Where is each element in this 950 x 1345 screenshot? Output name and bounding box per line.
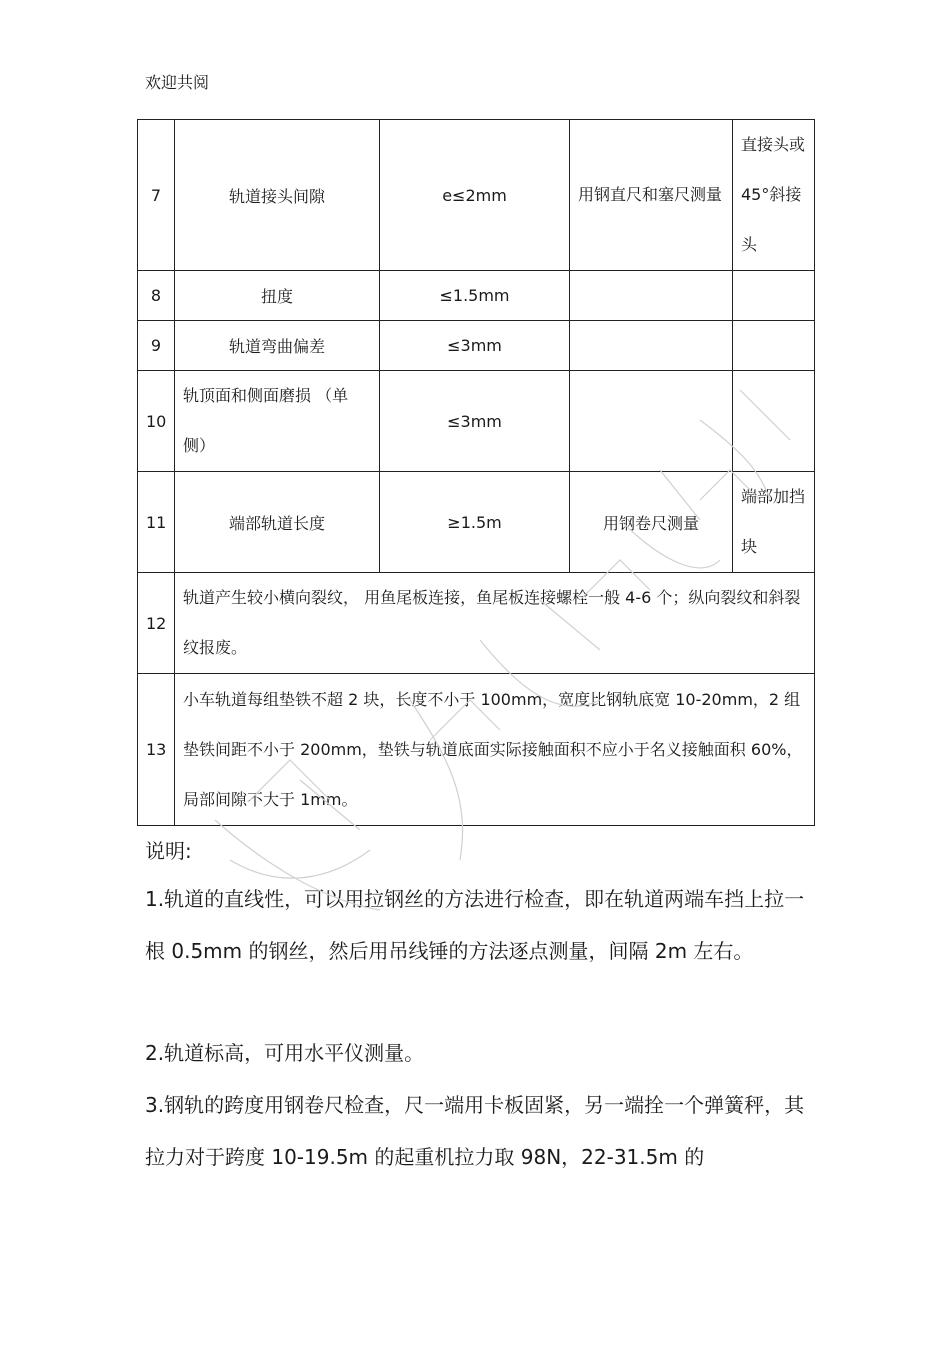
table-row — [138, 674, 815, 826]
row-number: 9 — [138, 321, 175, 371]
row-number: 8 — [138, 271, 175, 321]
row-number: 13 — [138, 674, 175, 826]
method-cell — [570, 371, 733, 472]
requirement-text-cell: 小车轨道每组垫铁不超 2 块，长度不小于 100mm，宽度比钢轨底宽 10-20mm，2 组垫铁间距不小于 200mm，垫铁与轨道底面实际接触面积不应小于名义接触面积 60%，局部间隙不大于 1mm。 — [175, 674, 815, 826]
item-cell: 轨道接头间隙 — [175, 120, 380, 271]
item-cell: 轨道弯曲偏差 — [175, 321, 380, 371]
page-header-text: 欢迎共阅 — [145, 73, 210, 92]
note-paragraph: 1.轨道的直线性，可以用拉钢丝的方法进行检查，即在轨道两端车挡上拉一根 0.5mm 的钢丝，然后用吊线锤的方法逐点测量，间隔 2m 左右。 — [145, 887, 805, 963]
tolerance-cell: e≤2mm — [380, 120, 570, 271]
tolerance-cell: ≥1.5m — [380, 472, 570, 573]
notes-title: 说明: — [145, 839, 192, 863]
note-cell — [733, 321, 815, 371]
note-cell: 端部加挡块 — [733, 472, 815, 573]
table-row — [138, 321, 815, 371]
tolerance-cell: ≤1.5mm — [380, 271, 570, 321]
row-number: 11 — [138, 472, 175, 573]
note-cell: 直接头或 45°斜接头 — [733, 120, 815, 271]
method-cell: 用钢卷尺测量 — [570, 472, 733, 573]
method-cell: 用钢直尺和塞尺测量 — [570, 120, 733, 271]
table-row — [138, 573, 815, 674]
tolerance-cell: ≤3mm — [380, 321, 570, 371]
requirement-text-cell: 轨道产生较小横向裂纹， 用鱼尾板连接，鱼尾板连接螺栓一般 4-6 个；纵向裂纹和斜裂纹报废。 — [175, 573, 815, 674]
table-row — [138, 371, 815, 472]
item-cell: 轨顶面和侧面磨损 （单侧） — [175, 371, 380, 472]
row-number: 12 — [138, 573, 175, 674]
table-row — [138, 120, 815, 271]
table-row — [138, 472, 815, 573]
method-cell — [570, 321, 733, 371]
tolerance-cell: ≤3mm — [380, 371, 570, 472]
item-cell: 端部轨道长度 — [175, 472, 380, 573]
row-number: 10 — [138, 371, 175, 472]
note-cell — [733, 371, 815, 472]
note-paragraph: 3.钢轨的跨度用钢卷尺检查，尺一端用卡板固紧，另一端拴一个弹簧秤，其拉力对于跨度 10-19.5m 的起重机拉力取 98N，22-31.5m 的 — [145, 1093, 805, 1169]
spec-table — [137, 119, 815, 826]
note-paragraph: 2.轨道标高，可用水平仪测量。 — [145, 1041, 425, 1065]
row-number: 7 — [138, 120, 175, 271]
method-cell — [570, 271, 733, 321]
table-row — [138, 271, 815, 321]
note-cell — [733, 271, 815, 321]
item-cell: 扭度 — [175, 271, 380, 321]
